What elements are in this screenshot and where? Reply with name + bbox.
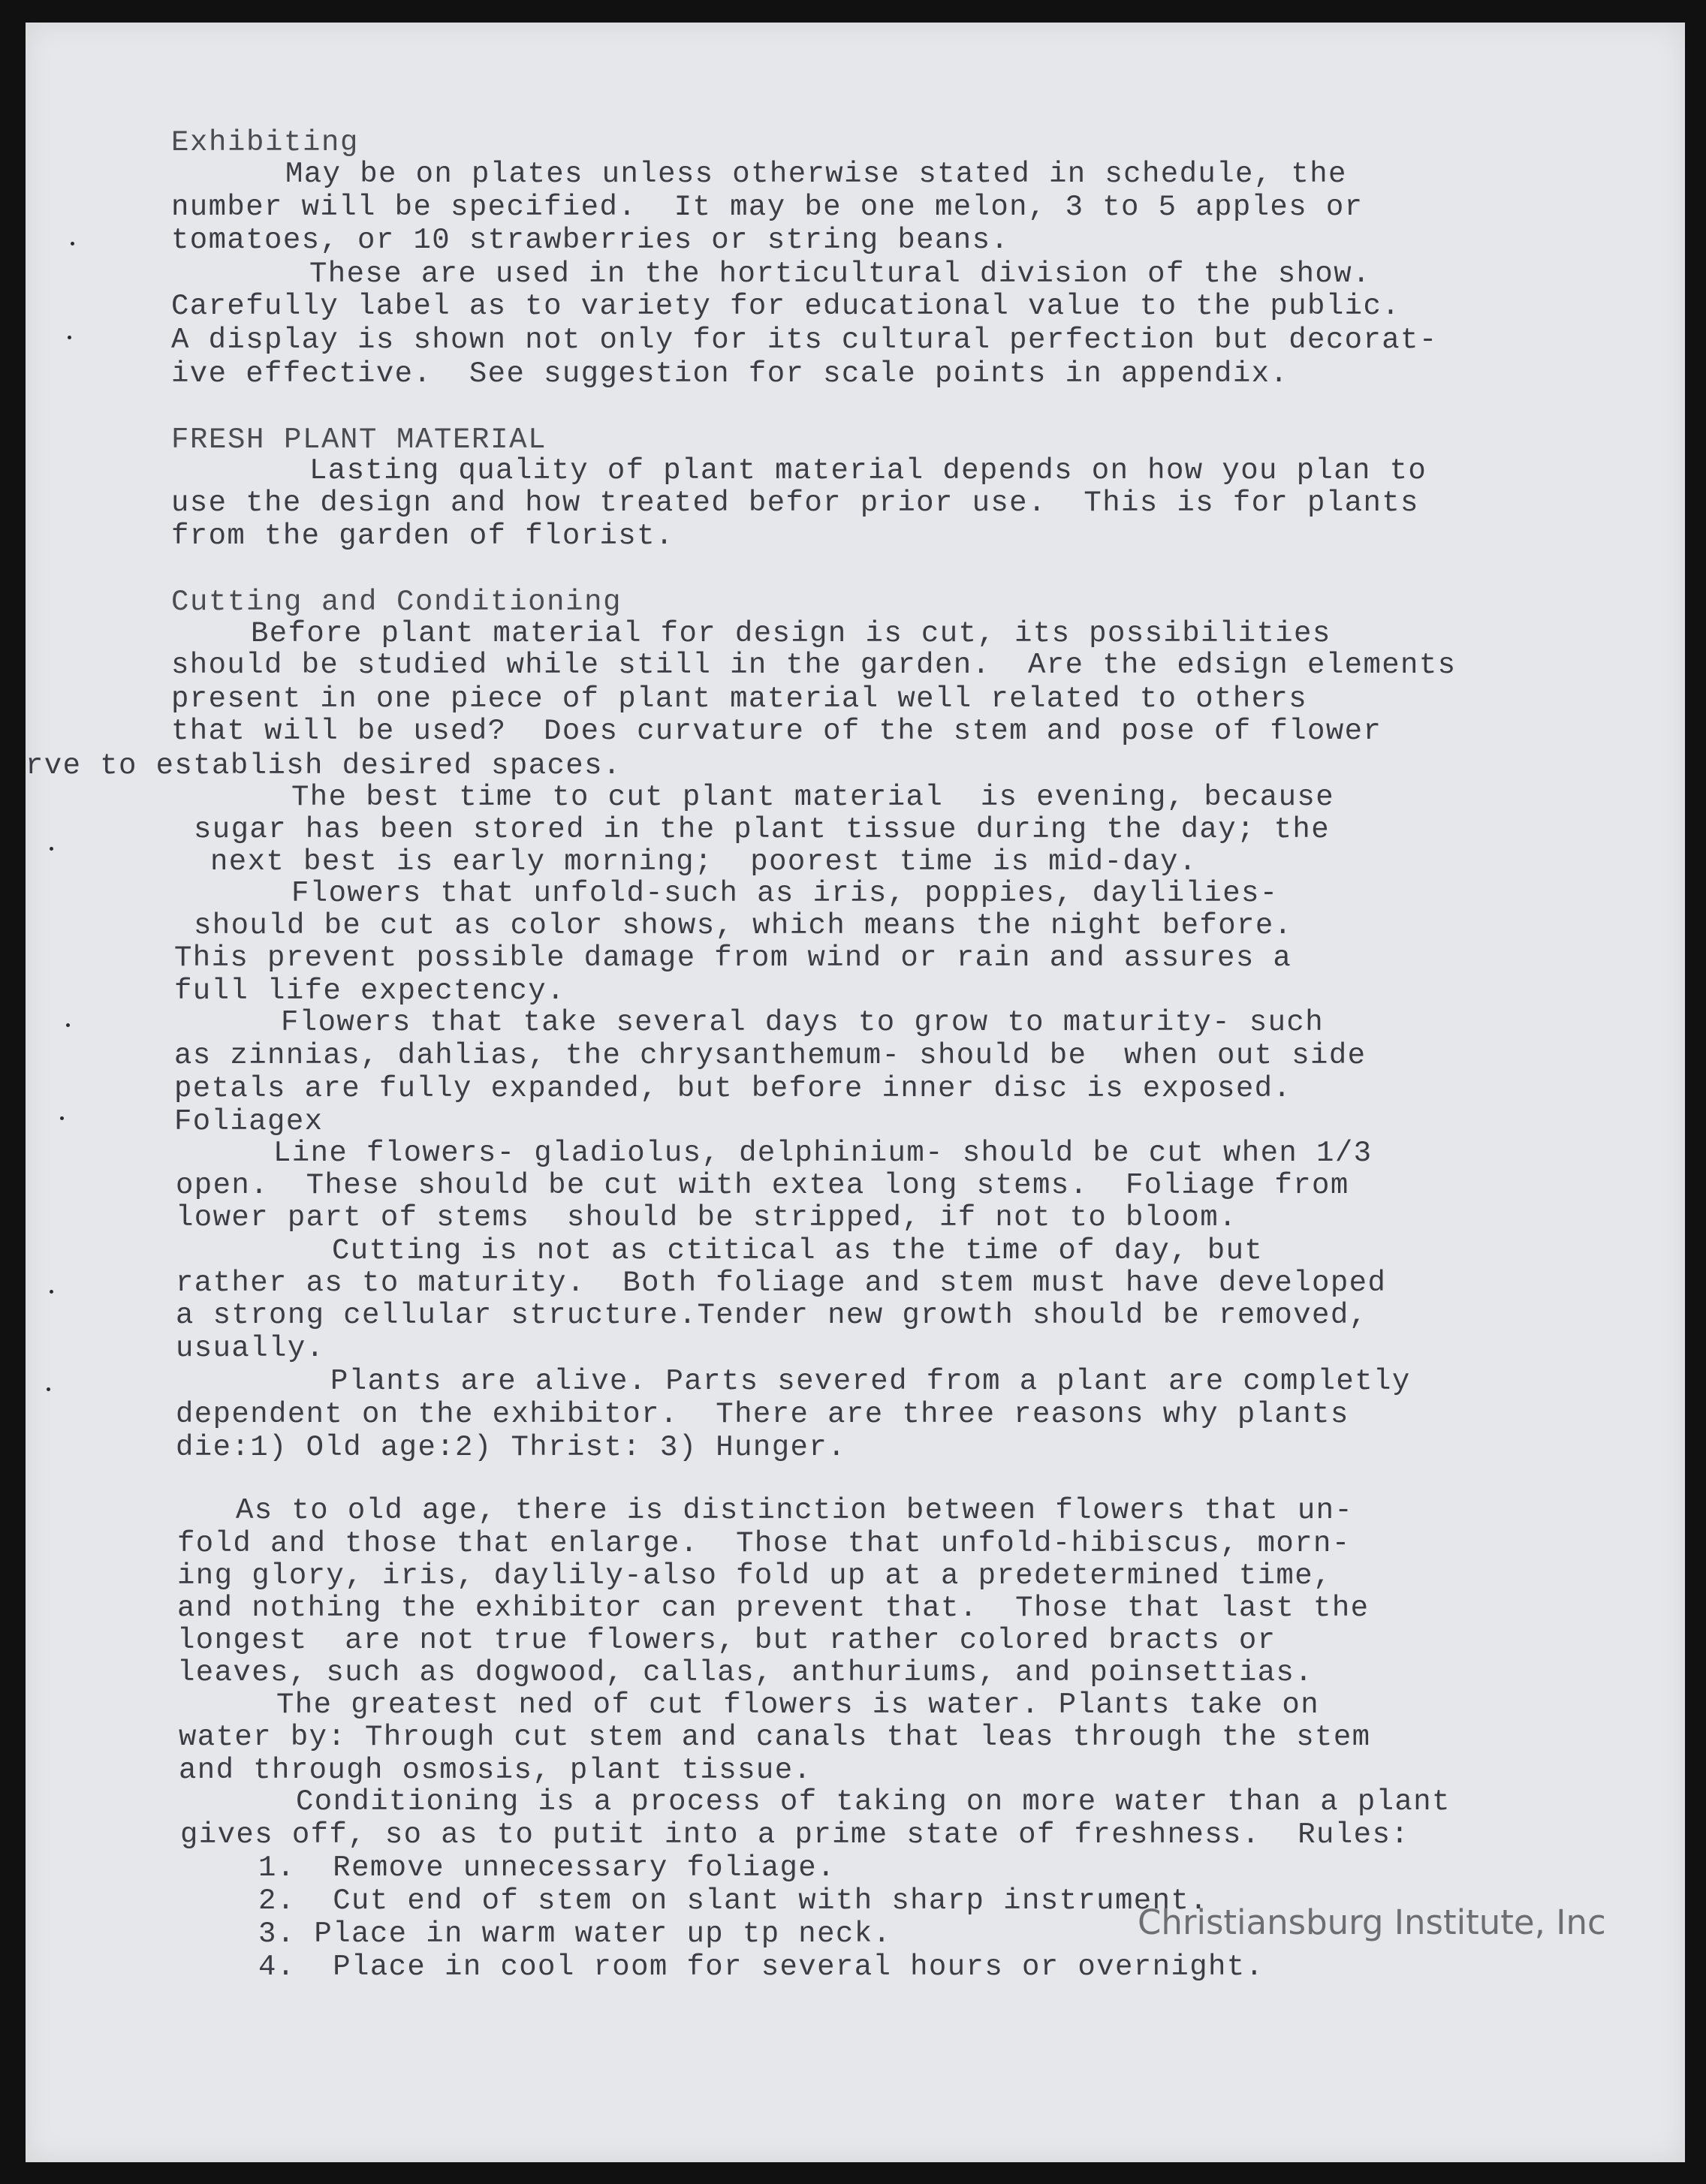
text-line: Plants are alive. Parts severed from a plant are completly [330,1365,1411,1398]
text-line: die:1) Old age:2) Thrist: 3) Hunger. [176,1431,846,1464]
text-line: Lasting quality of plant material depends on how you plan to [309,454,1427,487]
text-line: Before plant material for design is cut, its possibilities [251,617,1331,650]
text-line: a strong cellular structure.Tender new growth should be removed, [176,1299,1368,1332]
text-line: lower part of stems should be stripped, if not to bloom. [176,1201,1237,1234]
heading-cutting-and-conditioning: Cutting and Conditioning [171,586,622,619]
text-line: and nothing the exhibitor can prevent that. Those that last the [177,1592,1370,1625]
struck-heading-foliage: Foliagex [174,1105,324,1138]
text-line: sugar has been stored in the plant tissue during the day; the [194,813,1331,846]
text-line: This prevent possible damage from wind or rain and assures a [174,941,1292,975]
text-line: open. These should be cut with extea long stems. Foliage from [176,1169,1349,1202]
text-line: Line flowers- gladiolus, delphinium- should be cut when 1/3 [273,1137,1373,1170]
heading-exhibiting: Exhibiting [171,126,360,159]
watermark: Christiansburg Institute, Inc [1138,1902,1606,1942]
text-line: petals are fully expanded, but before inner disc is exposed. [174,1072,1292,1105]
text-line: as zinnias, dahlias, the chrysanthemum- should be when out side [174,1039,1367,1072]
text-line: that will be used? Does curvature of the stem and pose of flower [171,715,1382,748]
margin-dot [50,1290,53,1294]
text-line: should be studied while still in the garden. Are the edsign elements [171,649,1457,682]
text-line: Carefully label as to variety for educational value to the public. [171,290,1401,323]
margin-dot [68,336,71,339]
list-item: 4. Place in cool room for several hours or overnight. [258,1951,1264,1984]
text-line: use the design and how treated befor prior use. This is for plants [171,487,1419,520]
text-line: water by: Through cut stem and canals that leas through the stem [179,1721,1371,1754]
text-line: and through osmosis, plant tissue. [179,1754,812,1787]
text-line: next best is early morning; poorest time is mid-day. [210,845,1198,878]
text-line: Flowers that take several days to grow to maturity- such [281,1006,1325,1039]
text-line: longest are not true flowers, but rather colored bracts or [177,1624,1276,1657]
text-line: rve to establish desired spaces. [26,749,622,782]
text-line: Flowers that unfold-such as iris, poppies, daylilies- [291,877,1279,910]
text-line: The greatest ned of cut flowers is water. Plants take on [276,1688,1320,1722]
text-line: usually. [176,1332,325,1365]
text-line: present in one piece of plant material well related to others [171,682,1308,715]
text-line: dependent on the exhibitor. There are three reasons why plants [176,1398,1349,1431]
text-line: fold and those that enlarge. Those that unfold-hibiscus, morn- [177,1527,1351,1560]
text-line: May be on plates unless otherwise stated in schedule, the [285,158,1347,191]
text-line: number will be specified. It may be one melon, 3 to 5 apples or [171,191,1364,224]
text-line: should be cut as color shows, which means the night before. [194,909,1293,942]
list-item: 3. Place in warm water up tp neck. [258,1917,892,1951]
margin-dot [50,847,53,851]
text-line: As to old age, there is distinction between flowers that un- [236,1494,1354,1527]
text-line: These are used in the horticultural division of the show. [309,258,1371,291]
margin-dot [66,1023,70,1027]
text-line: rather as to maturity. Both foliage and stem must have developed [176,1267,1387,1300]
text-line: ing glory, iris, daylily-also fold up at a predetermined time, [177,1559,1332,1592]
text-line: full life expectency. [174,975,565,1008]
list-item: 2. Cut end of stem on slant with sharp instrument. [258,1884,1208,1917]
text-line: leaves, such as dogwood, callas, anthuriums, and poinsettias. [177,1656,1314,1689]
text-line: ive effective. See suggestion for scale points in appendix. [171,357,1289,390]
margin-dot [47,1387,50,1391]
text-line: A display is shown not only for its cultural perfection but decorat- [171,324,1438,357]
list-item: 1. Remove unnecessary foliage. [258,1851,836,1884]
margin-dot [71,242,74,246]
heading-fresh-plant-material: FRESH PLANT MATERIAL [171,423,547,456]
text-line: Conditioning is a process of taking on more water than a plant [296,1785,1451,1818]
text-line: The best time to cut plant material is evening, because [291,781,1335,814]
margin-dot [60,1116,64,1120]
text-line: gives off, so as to putit into a prime state of freshness. Rules: [180,1818,1410,1851]
text-line: from the garden of florist. [171,520,674,553]
text-line: tomatoes, or 10 strawberries or string beans. [171,224,1010,257]
text-line: Cutting is not as ctitical as the time of day, but [332,1234,1264,1267]
